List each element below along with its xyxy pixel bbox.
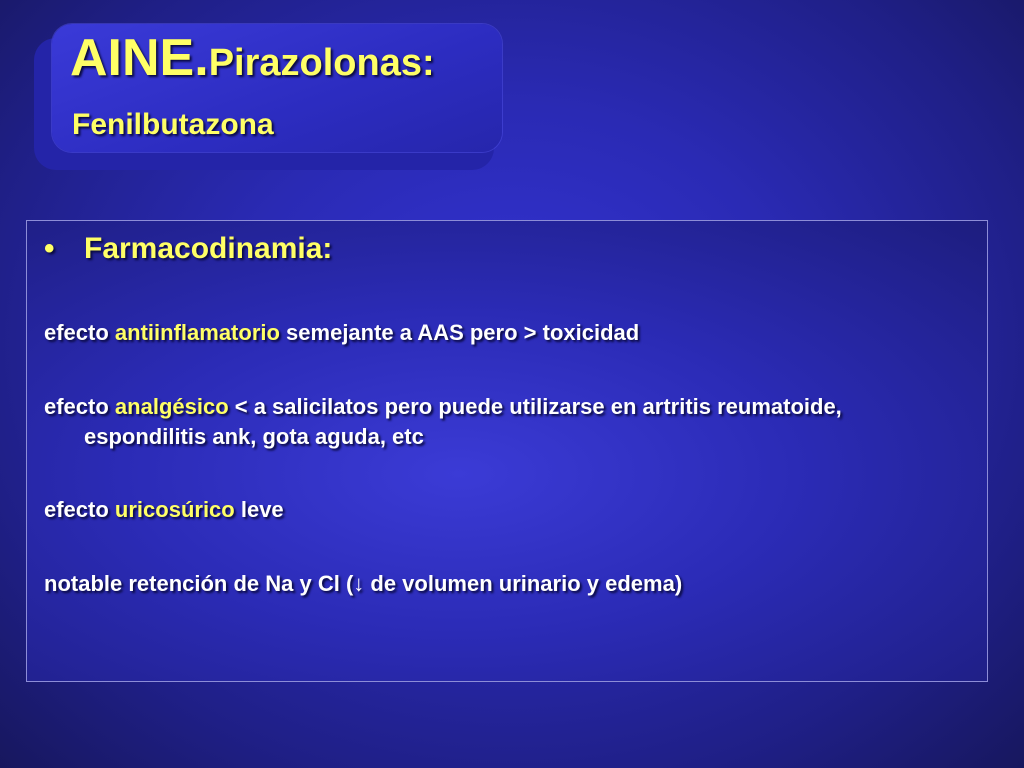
p4-after: de volumen urinario y edema) <box>364 571 683 596</box>
p2-after: < a salicilatos pero puede utilizarse en artritis reumatoide, <box>228 394 842 419</box>
p1-highlight: antiinflamatorio <box>114 320 280 345</box>
down-arrow-icon: ↓ <box>353 571 365 596</box>
p2-highlight: analgésico <box>114 394 229 419</box>
p1-after: semejante a AAS pero > toxicidad <box>279 320 640 345</box>
slide-title <box>70 28 435 88</box>
title-main-big: AINE. <box>70 29 209 87</box>
paragraph-antiinflamatorio <box>44 318 639 348</box>
p3-after: leve <box>234 497 284 522</box>
bullet-heading-text: Farmacodinamia: <box>84 232 333 265</box>
bullet-icon: • <box>44 232 55 265</box>
paragraph-analgesico <box>44 392 842 452</box>
p3-before: efecto <box>44 497 115 522</box>
paragraph-retencion <box>44 569 682 599</box>
p1-before: efecto <box>44 320 115 345</box>
p4-before: notable retención de Na y Cl ( <box>44 571 354 596</box>
p2-before: efecto <box>44 394 115 419</box>
p3-highlight: uricosúrico <box>114 497 235 522</box>
title-main-small: Pirazolonas: <box>208 42 435 84</box>
p2-continuation: espondilitis ank, gota aguda, etc <box>84 424 424 449</box>
slide-subtitle: Fenilbutazona <box>72 108 274 141</box>
bullet-heading <box>44 232 332 266</box>
paragraph-uricosurico <box>44 495 284 525</box>
